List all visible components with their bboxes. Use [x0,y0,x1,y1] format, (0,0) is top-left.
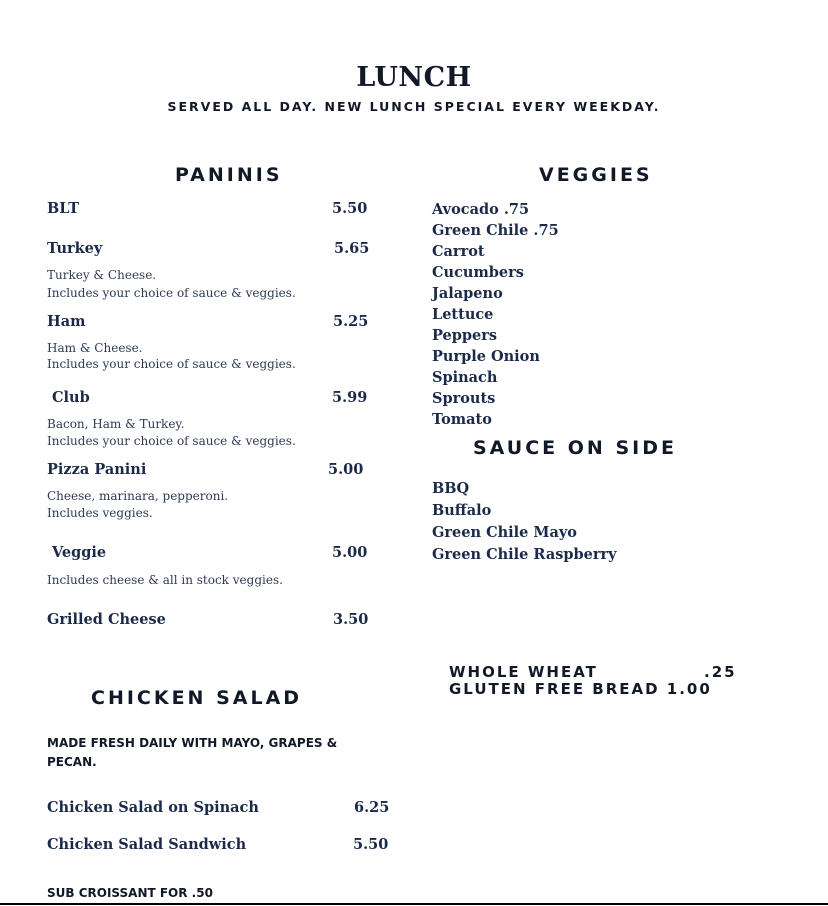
veggie-item: Purple Onion [432,348,540,365]
panini-price-veggie: 5.00 [332,544,368,561]
panini-price-turkey: 5.65 [334,240,370,257]
paninis-heading: PANINIS [175,164,283,186]
bread-whole-wheat-price: .25 [704,663,737,681]
panini-name-veggie: Veggie [52,544,107,561]
chicken-salad-note-2: PECAN. [47,755,97,769]
chicken-salad-sandwich-name: Chicken Salad Sandwich [47,836,247,853]
panini-price-blt: 5.50 [332,200,368,217]
chicken-salad-note-1: MADE FRESH DAILY WITH MAYO, GRAPES & [47,736,338,750]
veggie-item: Lettuce [432,306,494,323]
chicken-salad-sandwich-price: 5.50 [353,836,389,853]
panini-desc-veggie-1: Includes cheese & all in stock veggies. [47,573,283,587]
veggies-list [432,199,559,430]
chicken-salad-spinach-name: Chicken Salad on Spinach [47,799,259,816]
veggie-item: Tomato [432,411,492,428]
chicken-salad-heading: CHICKEN SALAD [91,687,303,709]
panini-name-ham: Ham [47,313,86,330]
panini-price-ham: 5.25 [333,313,369,330]
panini-name-turkey: Turkey [47,240,103,257]
bread-gluten-free: GLUTEN FREE BREAD 1.00 [449,680,712,698]
panini-desc-pizza-1: Cheese, marinara, pepperoni. [47,489,229,503]
panini-desc-ham-2: Includes your choice of sauce & veggies. [47,357,296,371]
veggie-item: Green Chile .75 [432,222,559,239]
bottom-divider [0,903,828,905]
panini-desc-turkey-1: Turkey & Cheese. [47,268,157,282]
panini-desc-turkey-2: Includes your choice of sauce & veggies. [47,286,296,300]
panini-desc-club-1: Bacon, Ham & Turkey. [47,417,185,431]
chicken-salad-spinach-price: 6.25 [354,799,390,816]
panini-price-club: 5.99 [332,389,368,406]
sauce-item: Green Chile Raspberry [432,546,617,563]
sauce-list [432,478,617,566]
panini-name-grilled-cheese: Grilled Cheese [47,611,166,628]
bread-whole-wheat-label: WHOLE WHEAT [449,663,598,681]
panini-name-blt: BLT [47,200,80,217]
veggie-item: Cucumbers [432,264,524,281]
veggie-item: Avocado .75 [432,201,530,218]
veggie-item: Carrot [432,243,485,260]
sauce-item: BBQ [432,480,470,497]
panini-price-pizza: 5.00 [328,461,364,478]
croissant-note: SUB CROISSANT FOR .50 [47,886,213,900]
menu-subtitle: SERVED ALL DAY. NEW LUNCH SPECIAL EVERY WEEKDAY. [167,99,661,114]
sauce-item: Buffalo [432,502,492,519]
veggie-item: Spinach [432,369,498,386]
panini-desc-club-2: Includes your choice of sauce & veggies. [47,434,296,448]
veggie-item: Sprouts [432,390,496,407]
panini-name-pizza: Pizza Panini [47,461,147,478]
sauce-heading: SAUCE ON SIDE [473,437,677,459]
panini-price-grilled-cheese: 3.50 [333,611,369,628]
veggies-heading: VEGGIES [539,164,653,186]
menu-title: LUNCH [356,62,472,93]
veggie-item: Jalapeno [432,285,503,302]
sauce-item: Green Chile Mayo [432,524,577,541]
panini-name-club: Club [52,389,90,406]
panini-desc-pizza-2: Includes veggies. [47,506,153,520]
veggie-item: Peppers [432,327,498,344]
panini-desc-ham-1: Ham & Cheese. [47,341,143,355]
